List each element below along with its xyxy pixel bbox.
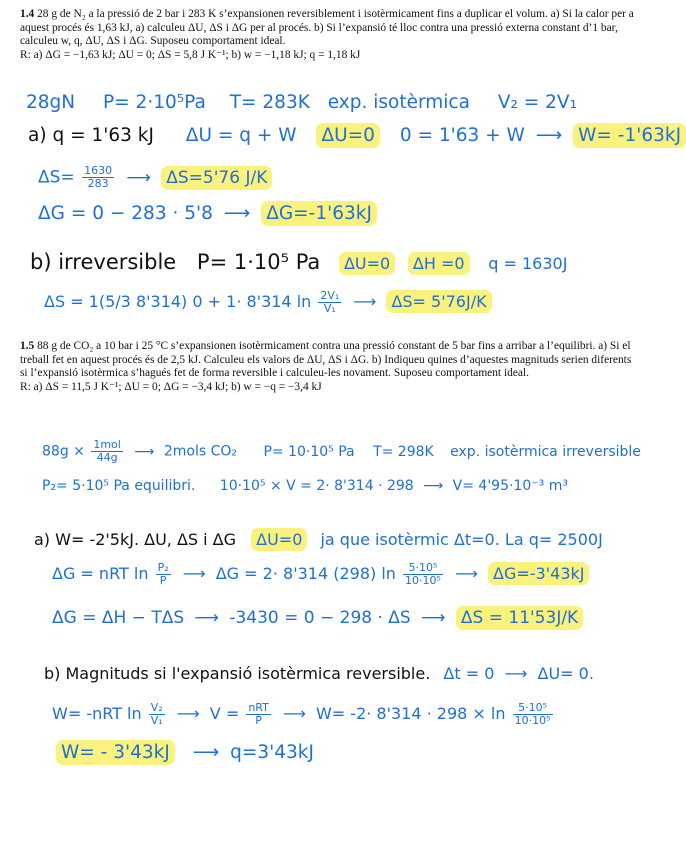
reversible-heat-result: q=3'43kJ <box>230 742 314 763</box>
volume-row <box>42 479 568 493</box>
reversible-work-result: W= - 3'43kJ <box>56 740 175 765</box>
gibbs-equation: ΔG = 0 − 283 · 5'8 <box>38 203 213 224</box>
volume-formula: V = <box>209 704 240 723</box>
arrow-icon: ⟶ <box>353 292 377 311</box>
first-law-equation: ΔU = q + W <box>185 125 297 146</box>
arrow-icon: ⟶ <box>194 608 219 628</box>
molar-mass-numerator: 1mol <box>93 438 121 451</box>
pressure-ratio-fraction <box>156 562 171 587</box>
part-a-header-row <box>34 532 603 548</box>
pressure-ratio-denominator: P <box>159 574 167 587</box>
problem-1-4-text <box>20 8 640 62</box>
part-b-internal-energy: ΔU= 0. <box>537 664 594 683</box>
molar-mass-fraction <box>91 439 123 464</box>
part-b-internal-energy: ΔU=0 <box>339 252 395 275</box>
gibbs-result: ΔG=-3'43kJ <box>488 562 589 585</box>
part-b-entropy-equation: ΔS = 1(5/3 8'314) 0 + 1· 8'314 ln <box>44 292 312 311</box>
gibbs-result: ΔG=-1'63kJ <box>261 201 377 226</box>
gibbs-helmholtz-equation: ΔG = ΔH − TΔS <box>52 608 185 628</box>
part-a-label: a) <box>28 125 47 146</box>
final-results-row <box>56 744 314 763</box>
entropy-lhs: ΔS= <box>38 167 75 188</box>
part-b-label: b) irreversible <box>30 250 177 274</box>
work-result: W= -1'63kJ <box>573 123 686 148</box>
arrow-icon: ⟶ <box>223 203 251 224</box>
part-a-row <box>28 127 686 146</box>
gibbs-row <box>38 205 377 224</box>
entropy-fraction <box>82 165 114 190</box>
molar-mass-denominator: 44g <box>96 451 118 464</box>
part-b-entropy-row <box>44 290 492 315</box>
volume-result: V= 4'95·10⁻³ m³ <box>452 478 568 494</box>
gibbs-substitution: ΔG = 2· 8'314 (298) ln <box>215 564 396 583</box>
work-equation: 0 = 1'63 + W <box>399 125 525 146</box>
volume-ratio-numerator: 2V₁ <box>320 289 340 302</box>
work-formula: W= -nRT ln <box>52 704 142 723</box>
given-process: exp. isotèrmica <box>327 92 470 113</box>
given-temperature: T= 283K <box>229 92 310 113</box>
arrow-icon: ⟶ <box>192 742 220 763</box>
givens-row <box>26 94 577 113</box>
gibbs-formula: ΔG = nRT ln <box>52 564 149 583</box>
part-b-heat: q = 1630J <box>488 254 568 273</box>
arrow-icon: ⟶ <box>176 704 200 723</box>
part-b-row <box>30 252 567 273</box>
part-b-pressure: P= 1·10⁵ Pa <box>196 250 321 274</box>
ideal-gas-numerator: nRT <box>248 701 269 714</box>
internal-energy-zero: ΔU=0 <box>316 123 379 148</box>
arrow-icon: ⟶ <box>504 664 528 683</box>
problem-number: 1.5 <box>20 340 35 352</box>
problem-statement: 88 g de CO₂ a 10 bar i 25 °C s’expansionen isotèrmicament contra una pressió constant de 5 bar fins a arribar a l’equilibri. a) Si el treball fet en aquest procés és de 2,5 kJ. Calculeu els valors de ΔU, ΔS i ΔG. b) Indiqueu quines d’aquestes magnituds serien diferents si l’expansió isotèrmica s’hagués fet de forma reversible i calculeu-les novament. Suposeu comportament ideal. <box>20 340 632 380</box>
arrow-icon: ⟶ <box>126 167 151 188</box>
part-a-header: a) W= -2'5kJ. ΔU, ΔS i ΔG <box>34 530 237 549</box>
part-a-internal-energy: ΔU=0 <box>251 528 307 551</box>
entropy-calc-row <box>52 610 583 627</box>
final-pressure: P₂= 5·10⁵ Pa equilibri. <box>42 478 196 494</box>
part-b-header-row <box>44 666 594 682</box>
volume-ratio-denominator: V₁ <box>150 714 163 727</box>
given-volume: V₂ = 2V₁ <box>497 92 578 113</box>
entropy-result: ΔS=5'76 J/K <box>161 166 272 190</box>
ideal-gas-denominator: P <box>255 714 262 727</box>
entropy-denominator: 283 <box>87 177 109 190</box>
pressure-values-denominator: 10·10⁵ <box>405 574 441 587</box>
given-pressure: P= 2·10⁵Pa <box>103 92 206 113</box>
arrow-icon: ⟶ <box>423 478 444 494</box>
problem-answer: R: a) ΔG = −1,63 kJ; ΔU = 0; ΔS = 5,8 J K⁻¹; b) w = −1,18 kJ; q = 1,18 kJ <box>20 48 361 61</box>
pressure-values-denominator: 10·10⁵ <box>514 714 551 727</box>
volume-ratio-numerator: V₂ <box>150 701 163 714</box>
problem-answer: R: a) ΔS = 11,5 J K⁻¹; ΔU = 0; ΔG = −3,4 kJ; b) w = −q = −3,4 kJ <box>20 380 322 393</box>
problem-statement: 28 g de N₂ a la pressió de 2 bar i 283 K s’expansionen reversiblement i isotèrmicament fins a duplicar el volum. a) Si la calor per a aquest procés és 1,63 kJ, a) calculeu ΔU, ΔS i ΔG per al procés. b) Si l’expansió té lloc contra una pressió externa constant d’1 bar, calculeu w, q, ΔU, ΔS i ΔG. Suposeu comportament ideal. <box>20 8 634 48</box>
pressure-values-numerator: 5·10⁵ <box>513 702 553 715</box>
volume-ratio-fraction <box>149 702 165 727</box>
temperature: T= 298K <box>373 443 434 460</box>
process-type: exp. isotèrmica irreversible <box>450 443 641 460</box>
problem-1-5-text <box>20 340 640 394</box>
arrow-icon: ⟶ <box>182 564 206 583</box>
ideal-gas-fraction <box>246 702 271 727</box>
arrow-icon: ⟶ <box>134 443 155 460</box>
problem-number: 1.4 <box>20 8 35 20</box>
part-a-reason: ja que isotèrmic Δt=0. La q= 2500J <box>320 530 603 549</box>
volume-ratio-denominator: V₁ <box>323 302 336 315</box>
pressure-ratio-numerator: P₂ <box>157 561 169 574</box>
reversible-work-row <box>52 702 555 727</box>
entropy-numerator: 1630 <box>84 164 113 177</box>
arrow-icon: ⟶ <box>282 704 306 723</box>
pressure-values-numerator: 5·10⁵ <box>403 562 443 575</box>
moles-row <box>42 439 641 464</box>
arrow-icon: ⟶ <box>535 125 563 146</box>
entropy-result: ΔS = 11'53J/K <box>456 606 583 630</box>
entropy-row <box>38 165 272 190</box>
gibbs-formula-row <box>52 562 589 587</box>
work-substitution: W= -2· 8'314 · 298 × ln <box>315 704 506 723</box>
initial-pressure: P= 10·10⁵ Pa <box>263 443 355 460</box>
pressure-values-fraction <box>403 562 443 587</box>
moles-lhs: 88g × <box>42 443 85 460</box>
volume-equation: 10·10⁵ × V = 2· 8'314 · 298 <box>219 478 414 494</box>
given-mass: 28gN <box>26 92 76 113</box>
arrow-icon: ⟶ <box>455 564 478 583</box>
part-a-heat: q = 1'63 kJ <box>52 125 154 146</box>
volume-ratio-fraction <box>318 290 341 315</box>
moles-result: 2mols CO₂ <box>163 443 237 460</box>
arrow-icon: ⟶ <box>421 608 446 628</box>
part-b-entropy-result: ΔS= 5'76J/K <box>386 290 491 313</box>
pressure-values-fraction <box>513 702 553 727</box>
entropy-substitution: -3430 = 0 − 298 · ΔS <box>229 608 411 628</box>
part-b-header: b) Magnituds si l'expansió isotèrmica reversible. <box>44 664 431 683</box>
temperature-change: Δt = 0 <box>443 664 495 683</box>
part-b-enthalpy: ΔH =0 <box>408 252 470 275</box>
